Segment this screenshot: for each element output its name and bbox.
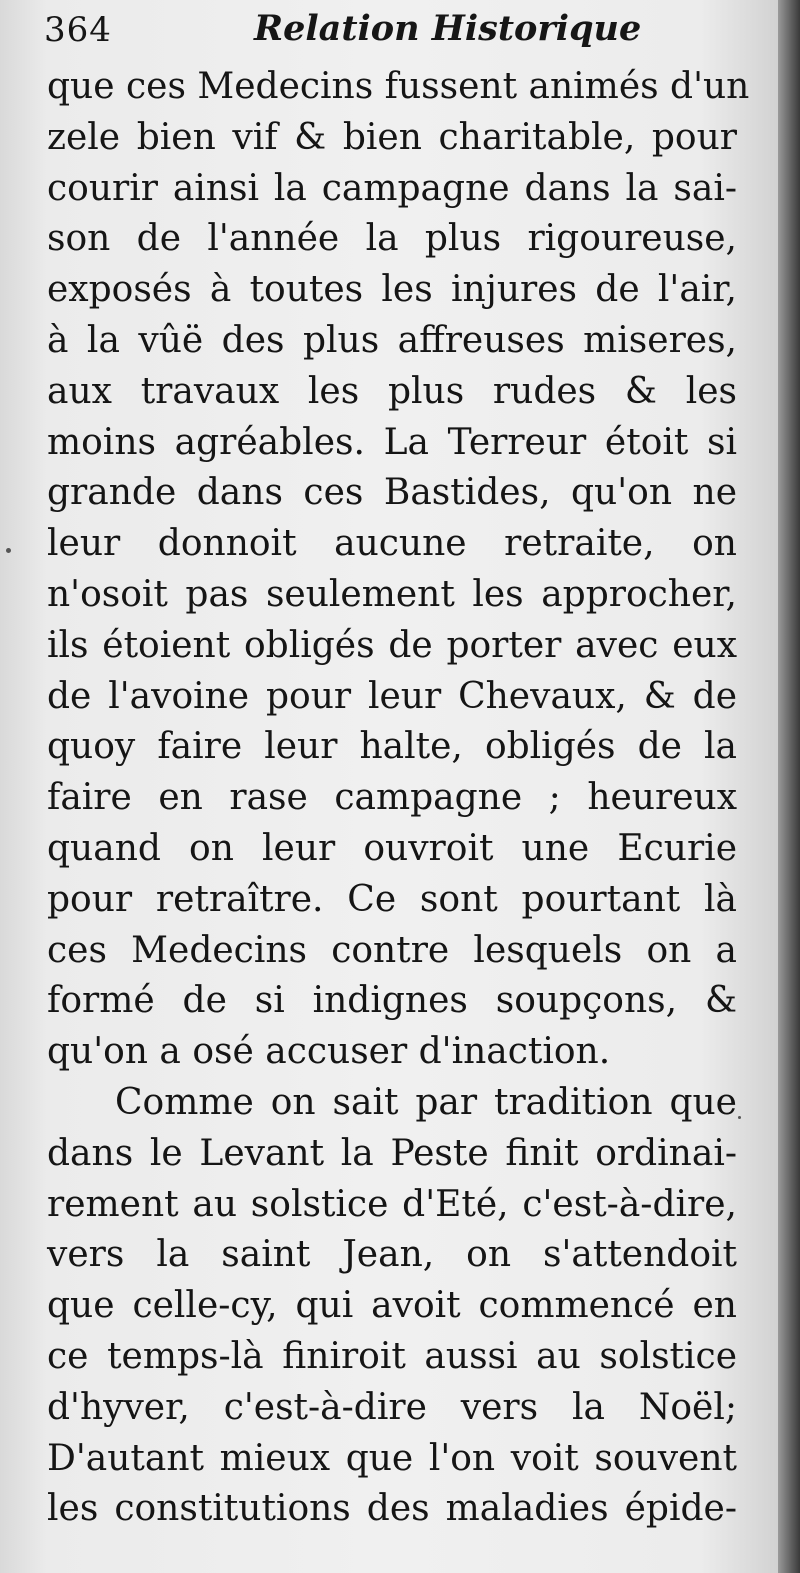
- body-text: [47, 62, 750, 1535]
- text-line: que ces Medecins fussent animés d'un: [47, 66, 750, 107]
- text-line: ce temps-là finiroit aussi au solstice: [47, 1335, 737, 1377]
- text-line: pour retraître. Ce sont pourtant là: [47, 878, 737, 920]
- text-line: vers la saint Jean, on s'attendoit: [47, 1234, 737, 1276]
- ink-speck: [6, 548, 11, 553]
- text-line: D'autant mieux que l'on voit souvent: [47, 1437, 737, 1479]
- text-line: exposés à toutes les injures de l'air,: [47, 269, 737, 311]
- text-line: dans le Levant la Peste finit ordinai-: [47, 1132, 737, 1174]
- text-line: Comme on sait par tradition que: [115, 1081, 737, 1123]
- text-line: que celle-cy, qui avoit commencé en: [47, 1285, 737, 1327]
- text-line: son de l'année la plus rigoureuse,: [47, 218, 737, 260]
- text-line: d'hyver, c'est-à-dire vers la Noël;: [47, 1386, 737, 1428]
- text-line: quand on leur ouvroit une Ecurie: [47, 827, 737, 869]
- text-line: à la vûë des plus affreuses miseres,: [47, 319, 737, 361]
- text-line: n'osoit pas seulement les approcher,: [47, 573, 737, 615]
- page-header: [44, 2, 744, 62]
- text-line: quoy faire leur halte, obligés de la: [47, 726, 737, 768]
- text-line: rement au solstice d'Eté, c'est-à-dire,: [47, 1183, 737, 1225]
- text-line: formé de si indignes soupçons, &: [47, 980, 737, 1022]
- text-line: les constitutions des maladies épide-: [47, 1488, 737, 1530]
- ink-speck: [738, 1116, 741, 1119]
- page-number: 364: [44, 10, 112, 50]
- text-line: faire en rase campagne ; heureux: [47, 777, 737, 819]
- page-edge-shadow: [778, 0, 800, 1573]
- text-line: moins agréables. La Terreur étoit si: [47, 421, 737, 463]
- text-line: zele bien vif & bien charitable, pour: [47, 116, 737, 158]
- text-line: courir ainsi la campagne dans la sai-: [47, 167, 737, 209]
- text-line: aux travaux les plus rudes & les: [47, 370, 737, 412]
- text-line: ces Medecins contre lesquels on a: [47, 929, 737, 971]
- text-line: de l'avoine pour leur Chevaux, & de: [47, 675, 737, 717]
- running-head: Relation Historique: [254, 8, 642, 49]
- text-line: ils étoient obligés de porter avec eux: [47, 624, 737, 666]
- text-line: grande dans ces Bastides, qu'on ne: [47, 472, 737, 514]
- text-line: leur donnoit aucune retraite, on: [47, 523, 737, 565]
- text-line: qu'on a osé accuser d'inaction.: [47, 1031, 611, 1073]
